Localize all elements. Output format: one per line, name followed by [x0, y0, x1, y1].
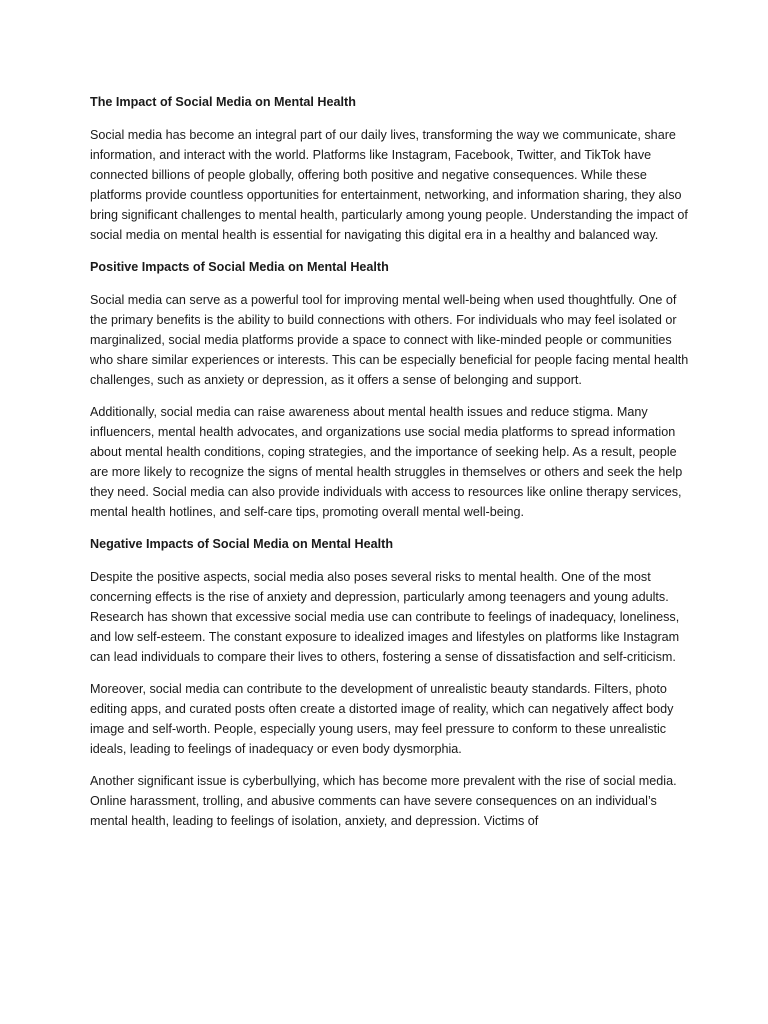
document-title: The Impact of Social Media on Mental Health	[90, 95, 356, 109]
negative-paragraph-2: Moreover, social media can contribute to the development of unrealistic beauty standards. Filters, photo editing apps, and curated posts often create a distorted image of reality, which can negatively affect body image and self-worth. People, especially young users, may feel pressure to conform to these unrealistic ideals, leading to feelings of inadequacy or even body dysmorphia.	[90, 682, 674, 756]
intro-paragraph: Social media has become an integral part of our daily lives, transforming the way we communicate, share information, and interact with the world. Platforms like Instagram, Facebook, Twitter, and TikTok have connected billions of people globally, offering both positive and negative consequences. While these platforms provide countless opportunities for entertainment, networking, and information sharing, they also bring significant challenges to mental health, particularly among young people. Understanding the impact of social media on mental health is essential for navigating this digital era in a healthy and balanced way.	[90, 128, 688, 242]
document-page	[90, 92, 690, 843]
positive-paragraph-1: Social media can serve as a powerful tool for improving mental well-being when used thoughtfully. One of the primary benefits is the ability to build connections with others. For individuals who may feel isolated or marginalized, social media platforms provide a space to connect with like-minded people or communities who share similar experiences or interests. This can be especially beneficial for people facing mental health challenges, such as anxiety or depression, as it offers a sense of belonging and support.	[90, 293, 689, 387]
positive-paragraph-2: Additionally, social media can raise awareness about mental health issues and reduce stigma. Many influencers, mental health advocates, and organizations use social media platforms to spread information about mental health conditions, coping strategies, and the importance of seeking help. As a result, people are more likely to recognize the signs of mental health struggles in themselves or others and seek the help they need. Social media can also provide individuals with access to resources like online therapy services, mental health hotlines, and self-care tips, promoting overall mental well-being.	[90, 405, 683, 519]
negative-paragraph-1: Despite the positive aspects, social media also poses several risks to mental health. One of the most concerning effects is the rise of anxiety and depression, particularly among teenagers and young adults. Research has shown that excessive social media use can contribute to feelings of inadequacy, loneliness, and low self-esteem. The constant exposure to idealized images and lifestyles on platforms like Instagram can lead individuals to compare their lives to others, fostering a sense of dissatisfaction and self-criticism.	[90, 570, 680, 664]
negative-paragraph-3: Another significant issue is cyberbullying, which has become more prevalent with the rise of social media. Online harassment, trolling, and abusive comments can have severe consequences on an individual’s mental health, leading to feelings of isolation, anxiety, and depression. Victims of	[90, 774, 677, 828]
negative-impacts-heading: Negative Impacts of Social Media on Mental Health	[90, 537, 394, 551]
positive-impacts-heading: Positive Impacts of Social Media on Mental Health	[90, 260, 389, 274]
